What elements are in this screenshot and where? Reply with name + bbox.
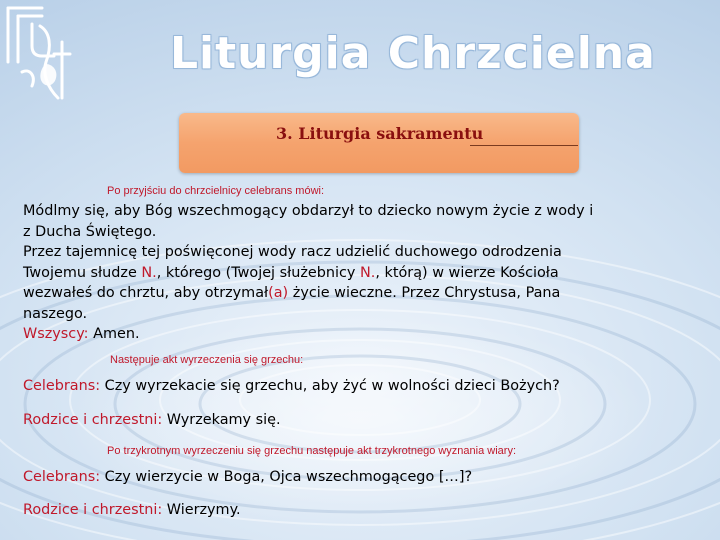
dialogue-text: Czy wyrzekacie się grzechu, aby żyć w wolności dzieci Bożych? (100, 378, 560, 394)
dialogue-text: Wyrzekamy się. (162, 412, 281, 428)
prayer-text-segment: życie wieczne. Przez Chrystusa, Pana (288, 285, 561, 301)
rubric-entry: Po przyjściu do chrzcielnicy celebrans mówi: (107, 185, 325, 197)
prayer-text-segment: Twojemu słudze (23, 264, 142, 281)
prayer-line-3: Przez tajemnicę tej poświęconej wody racz udzielić duchowego odrodzenia (23, 244, 562, 260)
dialogue-text: Czy wierzycie w Boga, Ojca wszechmogącego […]? (100, 469, 473, 485)
prayer-line-7 (23, 324, 663, 345)
name-placeholder: N. (141, 264, 157, 281)
section-title: 3. Liturgia sakramentu (276, 124, 484, 143)
dialogue-line-3 (23, 467, 472, 488)
dialogue-line-4 (23, 500, 241, 521)
dialogue-line-1 (23, 376, 560, 397)
section-header-box (179, 113, 579, 173)
prayer-text (23, 201, 663, 345)
speaker-label: Rodzice i chrzestni: (23, 412, 163, 428)
dialogue-line-2 (23, 410, 281, 431)
prayer-text-segment: wezwałeś do chrztu, aby otrzymał (23, 285, 269, 301)
name-placeholder: N. (360, 264, 376, 281)
prayer-text-segment: , którego (Twojej służebnicy (156, 264, 361, 281)
rubric-profession: Po trzykrotnym wyrzeczeniu się grzechu następuje akt trzykrotnego wyznania wiary: (107, 445, 517, 457)
prayer-line-6: naszego. (23, 305, 88, 322)
response-text: Amen. (88, 326, 140, 342)
prayer-line-2: z Ducha Świętego. (23, 223, 157, 240)
prayer-line-5 (23, 283, 663, 304)
dialogue-text: Wierzymy. (162, 502, 241, 518)
baptism-logo-icon (2, 2, 82, 102)
gender-ending: (a) (268, 285, 289, 301)
prayer-line-4 (23, 263, 663, 284)
prayer-line-1: Módlmy się, aby Bóg wszechmogący obdarzył to dziecko nowym życie z wody i (23, 203, 594, 219)
section-underline (470, 145, 578, 146)
speaker-label: Celebrans: (23, 378, 101, 394)
prayer-text-segment: , którą) w wierze Kościoła (375, 264, 559, 281)
slide-title: Liturgia Chrzcielna (170, 28, 656, 79)
speaker-label: Rodzice i chrzestni: (23, 502, 163, 518)
speaker-label: Celebrans: (23, 469, 101, 485)
rubric-renunciation: Następuje akt wyrzeczenia się grzechu: (110, 354, 304, 366)
speaker-label: Wszyscy: (23, 326, 89, 342)
